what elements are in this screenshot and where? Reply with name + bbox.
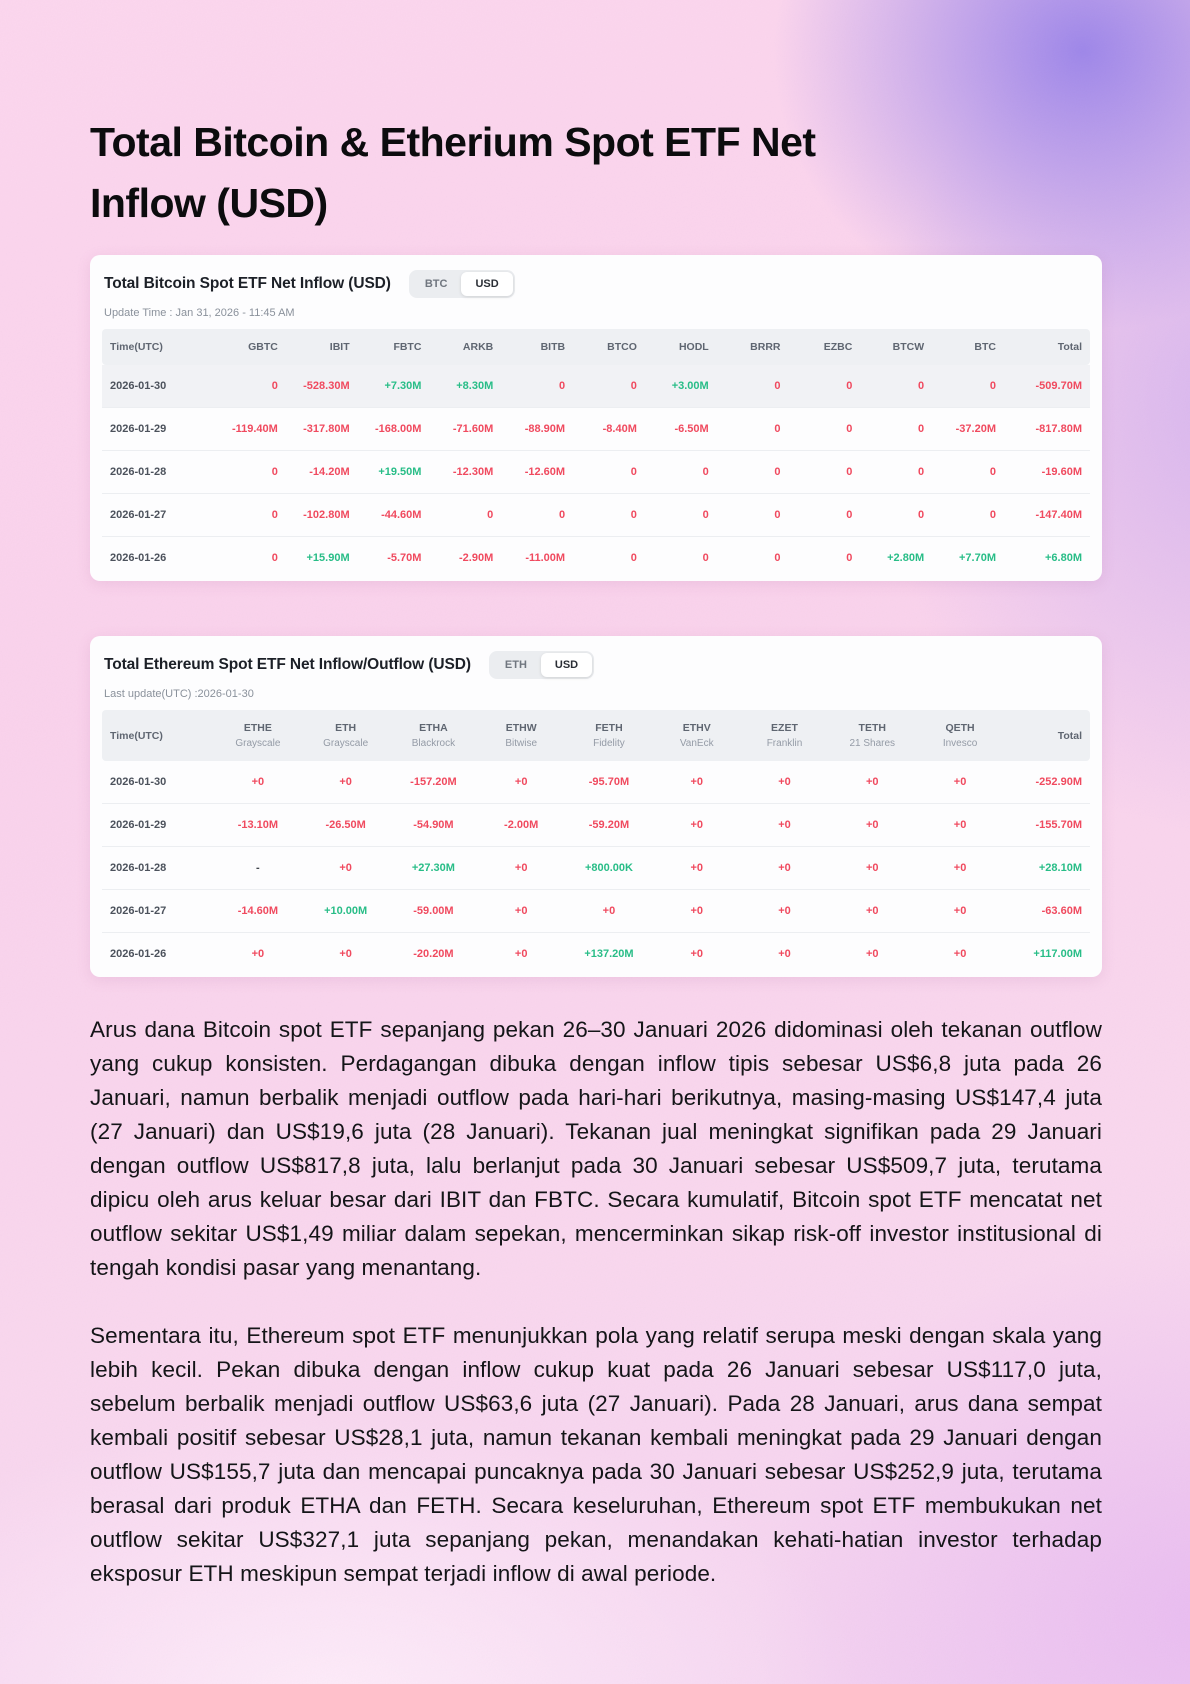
- cell-value: +137.20M: [584, 948, 634, 961]
- cell-value: 0: [860, 365, 932, 408]
- column-header: [1004, 329, 1090, 365]
- cell-value: 0: [501, 494, 573, 537]
- column-ticker: ETHA: [419, 722, 448, 735]
- table-row: [102, 847, 1090, 890]
- eth-card-header: [102, 649, 1090, 679]
- page-title-line2: Inflow (USD): [90, 179, 328, 226]
- column-issuer: Blackrock: [411, 738, 456, 750]
- cell-value: 0: [932, 494, 1004, 537]
- cell-value: +10.00M: [302, 890, 390, 933]
- column-ticker: EZET: [771, 722, 798, 735]
- cell-value: +0: [741, 847, 829, 890]
- table-row: [102, 494, 1090, 537]
- cell-value: +0: [828, 761, 916, 804]
- btc-card-title: Total Bitcoin Spot ETF Net Inflow (USD): [104, 275, 391, 293]
- cell-value: +0: [916, 761, 1004, 804]
- column-ticker: BTC: [974, 341, 996, 354]
- column-ticker: Total: [1057, 729, 1082, 742]
- column-ticker: ETHW: [505, 722, 537, 735]
- cell-value: -2.90M: [459, 552, 494, 565]
- cell-value: -168.00M: [358, 408, 430, 451]
- paragraph-ethereum-summary: Sementara itu, Ethereum spot ETF menunjukkan pola yang relatif serupa meski dengan skala yang lebih kecil. Pekan dibuka dengan inflow cukup kuat pada 26 Januari sebesar US$117,0 juta, sebelum berbalik menjadi outflow US$63,6 juta (27 Januari). Pada 28 Januari, arus dana sempat kembali positif sebesar US$28,1 juta, namun tekanan kembali meningkat pada 29 Januari dengan outflow US$155,7 juta dan mencapai puncaknya pada 30 Januari sebesar US$252,9 juta, terutama berasal dari produk ETHA dan FETH. Secara keseluruhan, Ethereum spot ETF membukukan net outflow sekitar US$327,1 juta sepanjang pekan, menandakan kehati-hatian investor terhadap eksposur ETH meskipun sempat terjadi inflow di awal periode.: [90, 1323, 1102, 1587]
- cell-date: 2026-01-30: [102, 365, 214, 408]
- cell-value: 0: [860, 408, 932, 451]
- cell-value: +0: [565, 890, 653, 933]
- cell-value: -14.60M: [214, 890, 302, 933]
- cell-value: +0: [477, 761, 565, 804]
- btc-card-header: [102, 268, 1090, 298]
- column-header-time: Time(UTC): [102, 710, 214, 761]
- cell-value: -95.70M: [565, 761, 653, 804]
- cell-value: +117.00M: [1033, 948, 1082, 961]
- cell-value: -88.90M: [501, 408, 573, 451]
- cell-value: 0: [501, 365, 573, 408]
- cell-date: 2026-01-27: [102, 890, 214, 933]
- column-header: [916, 710, 1004, 761]
- table-row: [102, 365, 1090, 408]
- cell-value: +0: [916, 847, 1004, 890]
- cell-value: +0: [916, 890, 1004, 933]
- cell-value: 0: [214, 451, 286, 494]
- column-header: [932, 329, 1004, 365]
- cell-value: 0: [789, 494, 861, 537]
- cell-value: 0: [271, 552, 278, 565]
- paragraph-bitcoin-summary: Arus dana Bitcoin spot ETF sepanjang pekan 26–30 Januari 2026 didominasi oleh tekanan outflow yang cukup konsisten. Perdagangan dibuka dengan inflow tipis sebesar US$6,8 juta pada 26 Januari, namun berbalik menjadi outflow pada hari-hari berikutnya, masing-masing US$147,4 juta (27 Januari) dan US$19,6 juta (28 Januari). Tekanan jual meningkat signifikan pada 29 Januari dengan outflow US$817,8 juta, lalu berlanjut pada 30 Januari sebesar US$509,7 juta, terutama dipicu oleh arus keluar besar dari IBIT dan FBTC. Secara kumulatif, Bitcoin spot ETF mencatat net outflow sekitar US$1,49 miliar dalam sepekan, mencerminkan sikap risk-off investor institusional di tengah kondisi pasar yang menantang.: [90, 1017, 1102, 1281]
- cell-value: 0: [860, 451, 932, 494]
- cell-value: -157.20M: [390, 761, 478, 804]
- column-issuer: Grayscale: [235, 738, 281, 750]
- column-ticker: BRRR: [750, 341, 781, 354]
- cell-value: 0: [789, 408, 861, 451]
- cell-value: 0: [702, 552, 709, 565]
- column-header: [860, 329, 932, 365]
- column-ticker: GBTC: [248, 341, 278, 354]
- cell-value: -317.80M: [286, 408, 358, 451]
- cell-value: 0: [645, 451, 717, 494]
- cell-value: +0: [953, 948, 967, 961]
- cell-value: -54.90M: [390, 804, 478, 847]
- cell-value: +0: [653, 847, 741, 890]
- table-row: [102, 933, 1090, 975]
- column-issuer: Invesco: [942, 738, 978, 750]
- cell-value: +0: [916, 804, 1004, 847]
- column-header: [741, 710, 829, 761]
- cell-date: 2026-01-30: [102, 761, 214, 804]
- cell-value: -44.60M: [358, 494, 430, 537]
- cell-value: -63.60M: [1004, 890, 1090, 933]
- cell-value: -19.60M: [1004, 451, 1090, 494]
- cell-value: -14.20M: [286, 451, 358, 494]
- page-title: [90, 112, 1102, 233]
- column-ticker: HODL: [678, 341, 709, 354]
- column-header: [717, 329, 789, 365]
- eth-unit-toggle: [489, 651, 594, 679]
- cell-value: +0: [653, 890, 741, 933]
- column-header: [302, 710, 390, 761]
- cell-value: +15.90M: [306, 552, 350, 565]
- cell-value: -102.80M: [286, 494, 358, 537]
- table-row: [102, 537, 1090, 579]
- column-header: [390, 710, 478, 761]
- cell-value: +0: [653, 804, 741, 847]
- cell-date: 2026-01-28: [102, 847, 214, 890]
- eth-table-card: [90, 636, 1102, 977]
- column-ticker: ETH: [335, 722, 357, 735]
- cell-value: +800.00K: [565, 847, 653, 890]
- column-header: [477, 710, 565, 761]
- eth-table: [102, 710, 1090, 975]
- cell-value: 0: [932, 365, 1004, 408]
- cell-value: -26.50M: [302, 804, 390, 847]
- column-ticker: EZBC: [823, 341, 853, 354]
- column-issuer: 21 Shares: [849, 738, 896, 750]
- cell-value: -8.40M: [573, 408, 645, 451]
- column-ticker: ETHV: [682, 722, 711, 735]
- cell-value: +0: [741, 761, 829, 804]
- eth-update-time: Last update(UTC) :2026-01-30: [104, 688, 254, 701]
- cell-value: +28.10M: [1004, 847, 1090, 890]
- cell-value: +0: [214, 761, 302, 804]
- cell-value: -155.70M: [1004, 804, 1090, 847]
- column-header: [429, 329, 501, 365]
- cell-value: -20.20M: [413, 948, 454, 961]
- cell-value: +6.80M: [1045, 552, 1082, 565]
- table-row: [102, 890, 1090, 933]
- cell-value: 0: [717, 494, 789, 537]
- cell-value: +0: [302, 847, 390, 890]
- cell-value: +0: [653, 761, 741, 804]
- cell-value: +0: [865, 948, 879, 961]
- column-issuer: Grayscale: [323, 738, 369, 750]
- cell-value: 0: [860, 494, 932, 537]
- cell-value: 0: [846, 552, 853, 565]
- cell-value: 0: [214, 494, 286, 537]
- cell-value: +0: [828, 890, 916, 933]
- cell-value: +0: [741, 890, 829, 933]
- cell-value: -71.60M: [429, 408, 501, 451]
- cell-value: +3.00M: [645, 365, 717, 408]
- table-row: [102, 451, 1090, 494]
- cell-value: -59.20M: [565, 804, 653, 847]
- column-ticker: BITB: [540, 341, 566, 354]
- cell-value: -13.10M: [214, 804, 302, 847]
- cell-value: -119.40M: [214, 408, 286, 451]
- cell-value: -509.70M: [1004, 365, 1090, 408]
- column-ticker: ETHE: [243, 722, 272, 735]
- column-header: [573, 329, 645, 365]
- cell-value: +0: [828, 847, 916, 890]
- column-issuer: VanEck: [679, 738, 714, 750]
- eth-toggle-option-usd[interactable]: USD: [541, 653, 592, 677]
- column-header: [565, 710, 653, 761]
- cell-value: +0: [514, 948, 528, 961]
- cell-value: +2.80M: [887, 552, 925, 565]
- column-header: [828, 710, 916, 761]
- column-header: [1004, 710, 1090, 761]
- column-ticker: FBTC: [393, 341, 422, 354]
- table-row: [102, 804, 1090, 847]
- cell-value: -6.50M: [645, 408, 717, 451]
- cell-value: +0: [302, 761, 390, 804]
- cell-value: 0: [717, 408, 789, 451]
- column-header: [653, 710, 741, 761]
- table-row: [102, 761, 1090, 804]
- cell-value: -12.60M: [501, 451, 573, 494]
- cell-value: -252.90M: [1004, 761, 1090, 804]
- table-row: [102, 408, 1090, 451]
- column-header: [214, 329, 286, 365]
- cell-value: -147.40M: [1004, 494, 1090, 537]
- cell-value: +0: [828, 804, 916, 847]
- cell-value: +0: [778, 948, 791, 961]
- cell-value: 0: [429, 494, 501, 537]
- cell-value: 0: [645, 494, 717, 537]
- cell-date: 2026-01-26: [110, 552, 167, 565]
- cell-value: 0: [932, 451, 1004, 494]
- eth-toggle-option-eth[interactable]: ETH: [491, 653, 541, 677]
- btc-table: [102, 329, 1090, 579]
- btc-update-time: Update Time : Jan 31, 2026 - 11:45 AM: [104, 307, 295, 320]
- cell-value: 0: [573, 365, 645, 408]
- cell-value: -12.30M: [429, 451, 501, 494]
- cell-value: -817.80M: [1004, 408, 1090, 451]
- column-ticker: ARKB: [462, 341, 494, 354]
- column-header: [501, 329, 573, 365]
- cell-value: +0: [477, 890, 565, 933]
- cell-date: 2026-01-29: [102, 804, 214, 847]
- column-ticker: TETH: [858, 722, 886, 735]
- cell-value: 0: [717, 365, 789, 408]
- column-ticker: QETH: [945, 722, 975, 735]
- cell-value: +0: [741, 804, 829, 847]
- cell-date: 2026-01-29: [102, 408, 214, 451]
- column-issuer: Fidelity: [593, 738, 625, 750]
- cell-value: +0: [251, 948, 265, 961]
- column-issuer: Franklin: [766, 738, 803, 750]
- btc-toggle-option-btc[interactable]: BTC: [411, 272, 462, 296]
- cell-value: 0: [630, 552, 637, 565]
- btc-table-card: [90, 255, 1102, 581]
- cell-date: 2026-01-28: [102, 451, 214, 494]
- cell-value: +19.50M: [358, 451, 430, 494]
- cell-value: 0: [774, 552, 781, 565]
- cell-value: 0: [214, 365, 286, 408]
- btc-toggle-option-usd[interactable]: USD: [461, 272, 512, 296]
- cell-value: +7.70M: [959, 552, 996, 565]
- cell-value: +0: [477, 847, 565, 890]
- column-header: [789, 329, 861, 365]
- table-header-row: [102, 710, 1090, 761]
- column-ticker: FETH: [595, 722, 623, 735]
- table-header-row: [102, 329, 1090, 365]
- cell-value: +7.30M: [358, 365, 430, 408]
- cell-date: 2026-01-26: [110, 948, 167, 961]
- cell-value: -: [214, 847, 302, 890]
- column-header: [214, 710, 302, 761]
- column-issuer: Bitwise: [505, 738, 538, 750]
- cell-value: -528.30M: [286, 365, 358, 408]
- column-ticker: BTCO: [607, 341, 637, 354]
- cell-value: +27.30M: [390, 847, 478, 890]
- cell-value: 0: [789, 365, 861, 408]
- cell-value: 0: [717, 451, 789, 494]
- cell-value: -2.00M: [477, 804, 565, 847]
- column-header-time: Time(UTC): [102, 329, 214, 365]
- btc-unit-toggle: [409, 270, 515, 298]
- cell-value: -59.00M: [390, 890, 478, 933]
- cell-value: -11.00M: [525, 552, 566, 565]
- cell-value: +0: [690, 948, 703, 961]
- cell-value: 0: [573, 451, 645, 494]
- column-ticker: Total: [1057, 341, 1082, 354]
- cell-value: -5.70M: [387, 552, 422, 565]
- column-ticker: IBIT: [329, 341, 350, 354]
- page-title-line1: Total Bitcoin & Etherium Spot ETF Net: [90, 119, 816, 165]
- cell-value: -37.20M: [932, 408, 1004, 451]
- cell-value: +8.30M: [429, 365, 501, 408]
- column-header: [645, 329, 717, 365]
- column-ticker: BTCW: [892, 341, 925, 354]
- column-header: [358, 329, 430, 365]
- cell-value: 0: [573, 494, 645, 537]
- cell-date: 2026-01-27: [102, 494, 214, 537]
- cell-value: 0: [789, 451, 861, 494]
- cell-value: +0: [339, 948, 352, 961]
- column-header: [286, 329, 358, 365]
- eth-card-title: Total Ethereum Spot ETF Net Inflow/Outflow (USD): [104, 656, 471, 674]
